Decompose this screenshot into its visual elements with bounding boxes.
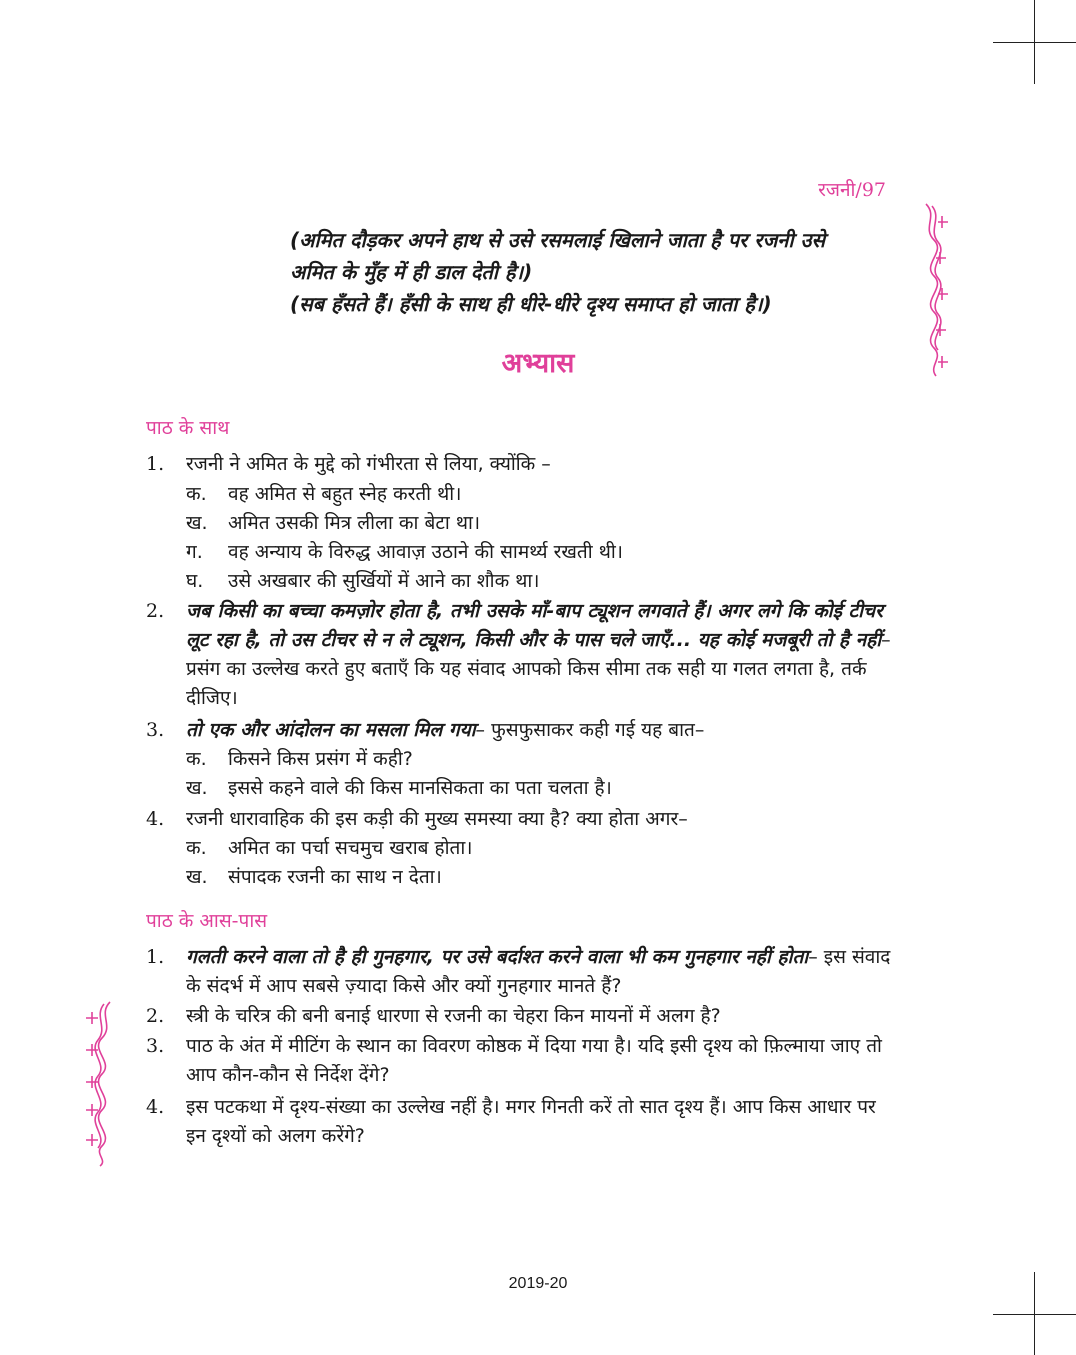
question-s2-4 <box>146 1093 894 1151</box>
question-3 <box>146 716 894 745</box>
option-text: अमित का पर्चा सचमुच खराब होता। <box>228 837 473 859</box>
quoted-dialogue: जब किसी का बच्चा कमज़ोर होता है, तभी उसके माँ-बाप ट्यूशन लगवाते हैं। अगर लगे कि कोई टीचर लूट रहा है, तो उस टीचर से न ले ट्यूशन, किसी और के पास चले जाएँ... यह कोई मजबूरी तो है नहीं <box>186 600 883 651</box>
option-label: क. <box>186 837 207 859</box>
option-label: ख. <box>186 866 208 888</box>
exercise-title: अभ्यास <box>501 348 575 379</box>
option-label: क. <box>186 483 207 505</box>
option <box>186 509 894 538</box>
question-number: 2. <box>146 600 165 622</box>
question-text: स्त्री के चरित्र की बनी बनाई धारणा से रजनी का चेहरा किन मायनों में अलग है? <box>186 1005 721 1027</box>
option-label: घ. <box>186 570 204 592</box>
question-text: – फुसफुसाकर कही गई यह बात– <box>475 719 705 741</box>
question-s2-1 <box>146 943 894 1001</box>
option-text: संपादक रजनी का साथ न देता। <box>228 866 442 888</box>
option-text: इससे कहने वाले की किस मानसिकता का पता चलता है। <box>228 777 612 799</box>
option-text: वह अन्याय के विरुद्ध आवाज़ उठाने की सामर्थ्य रखती थी। <box>228 541 623 563</box>
question-1 <box>146 450 894 479</box>
question-4 <box>146 805 894 834</box>
question-number: 2. <box>146 1005 165 1027</box>
question-number: 3. <box>146 719 165 741</box>
section-heading-path-ke-sath: पाठ के साथ <box>146 417 230 439</box>
option <box>186 834 894 863</box>
option-text: किसने किस प्रसंग में कही? <box>228 748 413 770</box>
option-label: ख. <box>186 777 208 799</box>
running-head: रजनी/97 <box>818 179 886 201</box>
section-heading-path-ke-aas-paas: पाठ के आस-पास <box>146 910 268 932</box>
stage-direction-2: (सब हँसते हैं। हँसी के साथ ही धीरे-धीरे दृश्य समाप्त हो जाता है।) <box>290 292 772 316</box>
option <box>186 863 894 892</box>
quoted-dialogue: गलती करने वाला तो है ही गुनहगार, पर उसे बर्दाश्त करने वाला भी कम गुनहगार नहीं होता <box>186 946 809 968</box>
question-text: रजनी धारावाहिक की इस कड़ी की मुख्य समस्या क्या है? क्या होता अगर– <box>186 808 688 830</box>
option <box>186 538 894 567</box>
quoted-dialogue: तो एक और आंदोलन का मसला मिल गया <box>186 719 476 741</box>
question-number: 4. <box>146 808 165 830</box>
option-text: अमित उसकी मित्र लीला का बेटा था। <box>228 512 481 534</box>
question-text: – इस संवाद के संदर्भ में आप सबसे ज़्यादा किसे और क्यों गुनहगार मानते हैं? <box>186 946 891 997</box>
question-text: पाठ के अंत में मीटिंग के स्थान का विवरण कोष्ठक में दिया गया है। यदि इसी दृश्य को फ़िल्माया जाए तो आप कौन-कौन से निर्देश देंगे? <box>186 1035 882 1086</box>
option-text: उसे अखबार की सुर्खियों में आने का शौक था। <box>228 570 540 592</box>
question-text: इस पटकथा में दृश्य-संख्या का उल्लेख नहीं है। मगर गिनती करें तो सात दृश्य हैं। आप किस आधार पर इन दृश्यों को अलग करेंगे? <box>186 1096 876 1147</box>
question-s2-3 <box>146 1032 894 1090</box>
question-number: 4. <box>146 1096 165 1118</box>
option <box>186 567 894 596</box>
option <box>186 745 894 774</box>
question-text: रजनी ने अमित के मुद्दे को गंभीरता से लिया, क्योंकि – <box>186 453 551 475</box>
question-number: 1. <box>146 946 165 968</box>
option-label: ग. <box>186 541 203 563</box>
crop-mark-bottom-h <box>993 1314 1076 1315</box>
footer-year: 2019-20 <box>508 1275 568 1292</box>
stage-direction-1b: अमित के मुँह में ही डाल देती है।) <box>290 260 533 284</box>
option <box>186 774 894 803</box>
stage-direction-1a: (अमित दौड़कर अपने हाथ से उसे रसमलाई खिलाने जाता है पर रजनी उसे <box>290 228 826 252</box>
option-label: ख. <box>186 512 208 534</box>
option-text: वह अमित से बहुत स्नेह करती थी। <box>228 483 462 505</box>
question-number: 3. <box>146 1035 165 1057</box>
vine-ornament-icon-left <box>82 998 118 1168</box>
crop-mark-top-h <box>993 42 1076 43</box>
option-label: क. <box>186 748 207 770</box>
question-number: 1. <box>146 453 165 475</box>
question-text: – प्रसंग का उल्लेख करते हुए बताएँ कि यह संवाद आपको किस सीमा तक सही या गलत लगता है, तर्क दीजिए। <box>186 629 891 709</box>
question-s2-2 <box>146 1002 894 1031</box>
option <box>186 480 894 509</box>
question-2 <box>146 597 894 713</box>
